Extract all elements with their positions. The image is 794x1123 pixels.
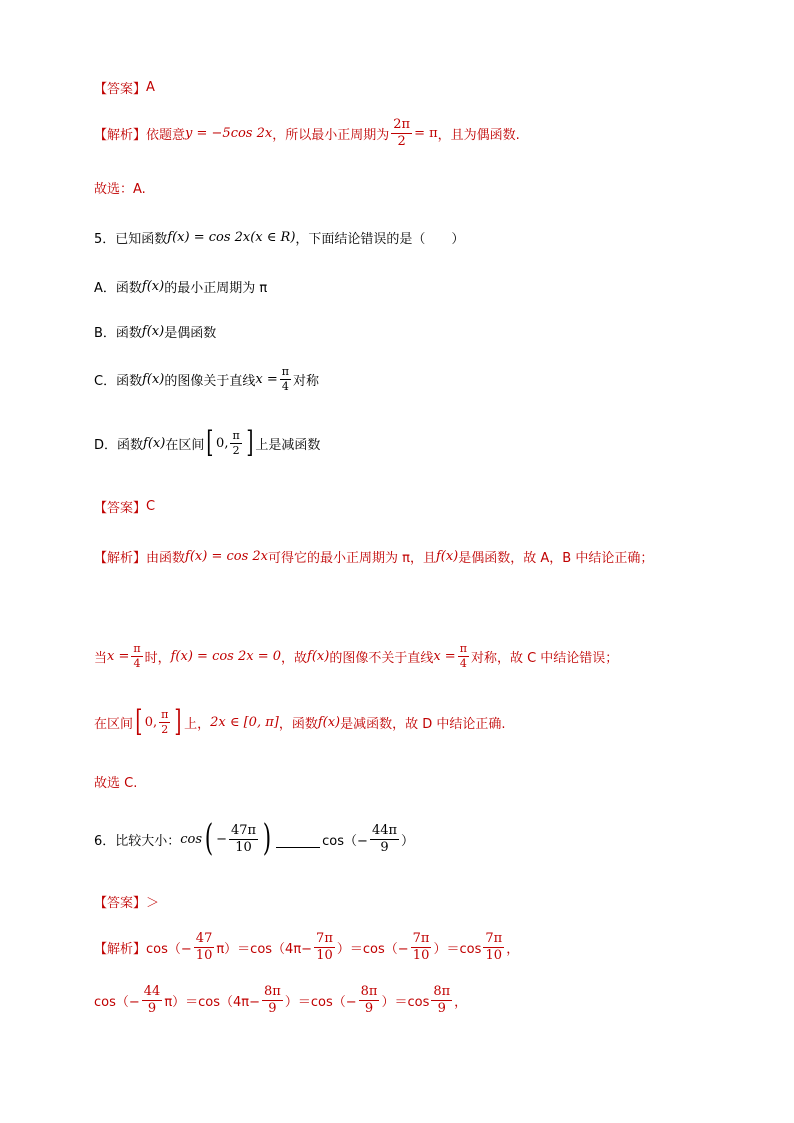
q5-analysis-line-3 bbox=[94, 704, 794, 739]
q5-l1-f: f(x) bbox=[435, 549, 459, 564]
q5-l2-mid1: 时， bbox=[144, 650, 171, 666]
q6-r2-d: ）＝cos bbox=[381, 994, 430, 1010]
q5-option-c bbox=[94, 366, 794, 392]
q5-l3-mid2: ，函数 bbox=[278, 716, 318, 732]
fraction-den: 9 bbox=[437, 1000, 446, 1016]
fraction-num: π bbox=[281, 365, 289, 378]
fraction-num: 44 bbox=[143, 984, 161, 999]
fraction-den: 9 bbox=[147, 1000, 157, 1016]
q5-option-d bbox=[94, 425, 794, 460]
q5-l2-f: f(x) bbox=[307, 648, 330, 664]
q5-stem-equation: f(x) = cos 2x(x ∈ R) bbox=[167, 230, 296, 245]
q6-fraction-1 bbox=[229, 824, 258, 854]
q6-r1-d: ）＝cos bbox=[433, 941, 482, 957]
fraction-num: 8π bbox=[264, 984, 281, 999]
q5-l2-fraction-2 bbox=[458, 643, 469, 669]
q4-answer: A bbox=[146, 80, 155, 95]
fraction-num: 47π bbox=[231, 822, 257, 838]
fraction-den: 10 bbox=[316, 947, 333, 963]
q5-stem-pre: 5．已知函数 bbox=[94, 232, 168, 247]
q4-conclusion: 故选：A. bbox=[94, 182, 146, 197]
fraction-den: 9 bbox=[380, 839, 389, 855]
q6-r2-b: π）＝cos（4π− bbox=[164, 994, 261, 1010]
q6-r1-b: π）＝cos（4π− bbox=[216, 941, 313, 957]
left-bracket: [ bbox=[206, 425, 214, 460]
right-paren: ) bbox=[262, 818, 272, 859]
q5-l2-post: 对称，故 C 中结论错误； bbox=[470, 650, 619, 666]
analysis-tag: 【解析】 bbox=[94, 941, 147, 957]
fraction-den: 4 bbox=[133, 656, 141, 670]
q5-option-a-f: f(x) bbox=[141, 279, 165, 294]
q4-fraction-den: 2 bbox=[397, 133, 406, 149]
q5-l3-pre: 在区间 bbox=[94, 716, 134, 732]
q5-option-b-pre: B．函数 bbox=[94, 326, 142, 341]
q5-conclusion: 故选 C. bbox=[94, 776, 138, 791]
q6-r2-frac-3 bbox=[359, 985, 380, 1015]
q6-r2-e: ， bbox=[454, 994, 468, 1010]
q5-option-c-post: 对称 bbox=[292, 373, 319, 389]
analysis-tag: 【解析】 bbox=[94, 127, 147, 143]
q5-answer-line bbox=[94, 497, 794, 516]
q6-r1-a: cos（− bbox=[146, 941, 192, 957]
q5-option-c-f: f(x) bbox=[142, 371, 165, 387]
fraction-num: 7π bbox=[316, 931, 333, 946]
q5-l1-pre: 由函数 bbox=[146, 551, 186, 566]
fraction-den: 10 bbox=[195, 947, 213, 963]
q6-r1-frac-4 bbox=[483, 932, 504, 962]
q5-option-a-pre: A．函数 bbox=[94, 281, 142, 296]
q6-analysis-line-1 bbox=[94, 932, 794, 962]
fraction-num: π bbox=[459, 642, 467, 655]
q4-analysis-text-post: ，且为偶函数. bbox=[437, 127, 520, 143]
q5-option-c-pre: C．函数 bbox=[94, 373, 143, 389]
right-bracket: ] bbox=[174, 704, 182, 739]
q5-l2-x2: x = bbox=[433, 648, 456, 664]
q6-r1-frac-1 bbox=[194, 932, 215, 962]
q6-r1-c: ）＝cos（− bbox=[336, 941, 409, 957]
q5-l1-post: 是偶函数，故 A，B 中结论正确； bbox=[458, 551, 654, 566]
fraction-num: 8π bbox=[360, 984, 378, 999]
q5-option-d-mid: 在区间 bbox=[165, 437, 205, 453]
q4-fraction-num: 2π bbox=[393, 117, 411, 132]
fraction-num: 7π bbox=[412, 931, 430, 946]
q4-answer-line bbox=[94, 78, 794, 97]
q6-r2-frac-2 bbox=[262, 985, 283, 1015]
fraction-den: 9 bbox=[364, 1000, 374, 1016]
q5-option-b-post: 是偶函数 bbox=[164, 326, 217, 341]
q5-stem-post: ，下面结论错误的是（ ） bbox=[295, 232, 465, 247]
answer-tag: 【答案】 bbox=[94, 501, 147, 516]
q5-option-c-x: x = bbox=[255, 371, 278, 387]
fraction-den: 10 bbox=[412, 947, 430, 963]
q6-r1-frac-3 bbox=[411, 932, 432, 962]
q6-r1-frac-2 bbox=[314, 932, 335, 962]
q5-option-c-mid: 的图像关于直线 bbox=[164, 373, 256, 389]
answer-tag: 【答案】 bbox=[94, 82, 147, 97]
q4-analysis-line bbox=[94, 118, 794, 148]
q5-l2-mid2: ，故 bbox=[281, 650, 308, 666]
fraction-den: 10 bbox=[485, 947, 503, 963]
q4-analysis-text-mid: ，所以最小正周期为 bbox=[272, 127, 390, 143]
q6-r2-frac-1 bbox=[142, 985, 163, 1015]
q6-cos-2: cos（− bbox=[322, 833, 368, 849]
fraction-num: 7π bbox=[485, 931, 503, 946]
fraction-den: 2 bbox=[161, 722, 169, 736]
q5-stem bbox=[94, 228, 794, 247]
q5-l2-fraction bbox=[131, 643, 142, 669]
q6-r2-frac-4 bbox=[431, 985, 452, 1015]
q6-fraction-2 bbox=[370, 824, 399, 854]
q6-answer: ＞ bbox=[146, 896, 160, 911]
q5-option-d-fraction bbox=[230, 430, 241, 456]
q5-analysis-line-2 bbox=[94, 643, 794, 669]
fraction-num: π bbox=[133, 642, 141, 655]
fraction-den: 10 bbox=[235, 839, 252, 855]
q5-l2-x: x = bbox=[107, 648, 130, 664]
q6-analysis-line-2 bbox=[94, 985, 794, 1015]
right-bracket: ] bbox=[246, 425, 254, 460]
q5-l1-mid: 可得它的最小正周期为 π，且 bbox=[268, 551, 436, 566]
q5-l3-fraction bbox=[159, 709, 170, 735]
fraction-den: 9 bbox=[268, 1000, 277, 1016]
fraction-num: 8π bbox=[433, 984, 451, 999]
q5-option-a bbox=[94, 277, 794, 296]
q4-fraction bbox=[391, 118, 412, 148]
fraction-den: 4 bbox=[459, 656, 467, 670]
fraction-num: π bbox=[161, 707, 169, 721]
q6-stem bbox=[94, 818, 794, 859]
fraction-den: 2 bbox=[232, 443, 240, 457]
q5-l2-equation: f(x) = cos 2x = 0 bbox=[170, 648, 282, 664]
q5-l3-post: 是减函数，故 D 中结论正确. bbox=[340, 716, 506, 732]
q5-option-d-f: f(x) bbox=[143, 435, 166, 451]
q5-option-a-post: 的最小正周期为 π bbox=[164, 281, 268, 296]
q5-option-b-f: f(x) bbox=[141, 324, 165, 339]
q5-l2-mid3: 的图像不关于直线 bbox=[329, 650, 434, 666]
interval-zero: 0, bbox=[216, 435, 229, 451]
q5-l3-equation: 2x ∈ [0, π] bbox=[210, 714, 279, 730]
q5-answer: C bbox=[146, 499, 156, 514]
q6-minus: − bbox=[216, 831, 228, 847]
q5-analysis-line-1 bbox=[94, 547, 794, 566]
q5-option-c-fraction bbox=[280, 366, 291, 392]
q6-r2-a: cos（− bbox=[94, 994, 140, 1010]
answer-blank bbox=[276, 846, 320, 848]
q6-cos-1: cos bbox=[180, 831, 203, 847]
q6-answer-line bbox=[94, 892, 794, 911]
q5-l1-equation: f(x) = cos 2x bbox=[185, 549, 268, 564]
q5-option-d-pre: D．函数 bbox=[94, 437, 144, 453]
fraction-num: π bbox=[232, 428, 240, 442]
left-bracket: [ bbox=[135, 704, 143, 739]
left-paren: ( bbox=[204, 818, 214, 859]
q5-l2-pre: 当 bbox=[94, 650, 108, 666]
q4-analysis-equation: y = −5cos 2x bbox=[185, 125, 273, 141]
fraction-den: 4 bbox=[281, 379, 289, 393]
q6-close: ） bbox=[401, 833, 415, 849]
analysis-tag: 【解析】 bbox=[94, 551, 147, 566]
q6-r2-c: ）＝cos（− bbox=[284, 994, 357, 1010]
q4-analysis-text: 依题意 bbox=[146, 127, 186, 143]
fraction-num: 47 bbox=[195, 931, 213, 946]
fraction-num: 44π bbox=[371, 822, 398, 838]
q5-option-b bbox=[94, 322, 794, 341]
q6-r1-e: ， bbox=[506, 941, 520, 957]
q6-stem-pre: 6．比较大小： bbox=[94, 833, 181, 849]
q5-l3-f: f(x) bbox=[317, 714, 341, 730]
q5-option-d-post: 上是减函数 bbox=[255, 437, 321, 453]
answer-tag: 【答案】 bbox=[94, 896, 147, 911]
q4-equals-pi: = π bbox=[414, 125, 438, 141]
q5-l3-mid1: 上， bbox=[184, 716, 211, 732]
interval-zero: 0, bbox=[144, 714, 158, 730]
